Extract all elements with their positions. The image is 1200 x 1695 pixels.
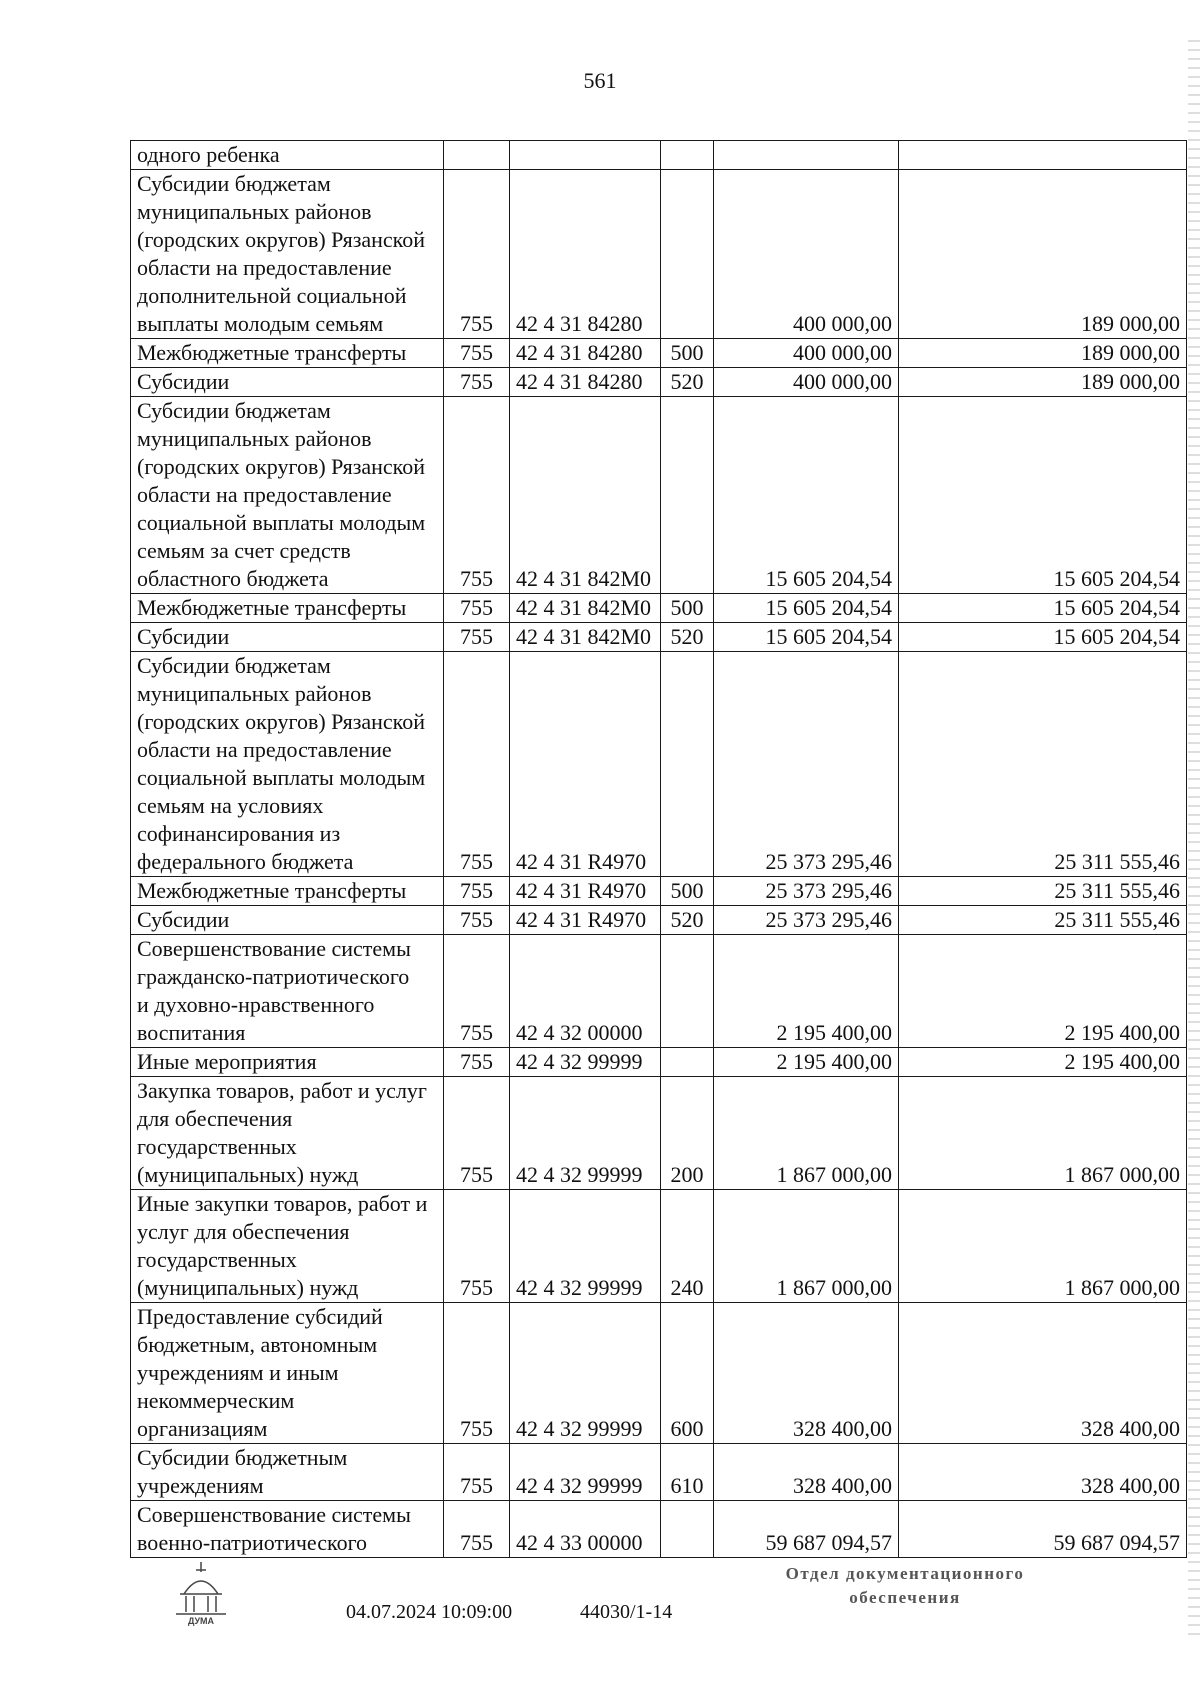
row-vr-cell: 610 bbox=[661, 1444, 714, 1501]
row-name-cell bbox=[131, 594, 444, 623]
row-ved-cell: 755 bbox=[444, 1303, 510, 1444]
row-sum-2025-cell: 15 605 204,54 bbox=[899, 397, 1187, 594]
row-ved-cell: 755 bbox=[444, 906, 510, 935]
row-ved-cell bbox=[444, 141, 510, 170]
row-name-cell bbox=[131, 623, 444, 652]
row-vr-cell: 240 bbox=[661, 1190, 714, 1303]
table-row bbox=[131, 652, 1187, 877]
row-ved-cell: 755 bbox=[444, 397, 510, 594]
row-vr-cell: 520 bbox=[661, 623, 714, 652]
row-sum-2024-cell: 400 000,00 bbox=[714, 339, 899, 368]
row-sum-2025-cell: 2 195 400,00 bbox=[899, 935, 1187, 1048]
page-number: 561 bbox=[583, 68, 617, 93]
row-sum-2025-cell bbox=[899, 141, 1187, 170]
row-csr-cell: 42 4 32 00000 bbox=[510, 935, 661, 1048]
row-name-text: Межбюджетные трансферты bbox=[137, 340, 407, 365]
stamp-line-1: Отдел документационного bbox=[785, 1564, 1025, 1583]
row-vr-cell: 500 bbox=[661, 594, 714, 623]
table-row bbox=[131, 397, 1187, 594]
row-sum-2025-cell: 25 311 555,46 bbox=[899, 877, 1187, 906]
row-ved-cell: 755 bbox=[444, 652, 510, 877]
row-csr-cell: 42 4 31 R4970 bbox=[510, 877, 661, 906]
row-sum-2024-cell: 15 605 204,54 bbox=[714, 623, 899, 652]
stamp-line-2: обеспечения bbox=[849, 1588, 961, 1607]
table-row bbox=[131, 623, 1187, 652]
row-ved-cell: 755 bbox=[444, 339, 510, 368]
row-name-cell bbox=[131, 397, 444, 594]
row-name-text: Субсидии бюджетам муниципальных районов (городских округов) Рязанской области на предоставление социальной выплаты молодым семьям за счет средств областного бюджета bbox=[137, 398, 426, 591]
row-sum-2024-cell: 25 373 295,46 bbox=[714, 906, 899, 935]
scan-margin-strip bbox=[1188, 40, 1200, 1640]
table-row bbox=[131, 935, 1187, 1048]
table-row bbox=[131, 1303, 1187, 1444]
row-name-cell bbox=[131, 1077, 444, 1190]
row-ved-cell: 755 bbox=[444, 1501, 510, 1558]
row-sum-2025-cell: 25 311 555,46 bbox=[899, 652, 1187, 877]
row-vr-cell bbox=[661, 1501, 714, 1558]
row-vr-cell bbox=[661, 652, 714, 877]
table-body bbox=[131, 141, 1187, 1558]
row-csr-cell: 42 4 31 842М0 bbox=[510, 594, 661, 623]
row-sum-2025-cell: 2 195 400,00 bbox=[899, 1048, 1187, 1077]
row-ved-cell: 755 bbox=[444, 170, 510, 339]
row-name-text: Закупка товаров, работ и услуг для обеспечения государственных (муниципальных) нужд bbox=[137, 1078, 427, 1187]
row-csr-cell: 42 4 31 84280 bbox=[510, 368, 661, 397]
row-sum-2024-cell: 1 867 000,00 bbox=[714, 1190, 899, 1303]
row-sum-2024-cell: 400 000,00 bbox=[714, 170, 899, 339]
table-row bbox=[131, 1444, 1187, 1501]
row-ved-cell: 755 bbox=[444, 877, 510, 906]
row-csr-cell: 42 4 32 99999 bbox=[510, 1077, 661, 1190]
row-ved-cell: 755 bbox=[444, 623, 510, 652]
row-sum-2025-cell: 15 605 204,54 bbox=[899, 594, 1187, 623]
row-ved-cell: 755 bbox=[444, 368, 510, 397]
row-csr-cell: 42 4 31 R4970 bbox=[510, 906, 661, 935]
row-sum-2025-cell: 59 687 094,57 bbox=[899, 1501, 1187, 1558]
row-sum-2024-cell: 15 605 204,54 bbox=[714, 594, 899, 623]
row-csr-cell: 42 4 32 99999 bbox=[510, 1444, 661, 1501]
row-name-cell bbox=[131, 906, 444, 935]
row-sum-2025-cell: 328 400,00 bbox=[899, 1444, 1187, 1501]
row-ved-cell: 755 bbox=[444, 1077, 510, 1190]
row-csr-cell: 42 4 33 00000 bbox=[510, 1501, 661, 1558]
row-vr-cell bbox=[661, 141, 714, 170]
row-vr-cell: 520 bbox=[661, 368, 714, 397]
row-csr-cell: 42 4 32 99999 bbox=[510, 1303, 661, 1444]
row-csr-cell: 42 4 32 99999 bbox=[510, 1190, 661, 1303]
row-name-text: Субсидии bbox=[137, 624, 230, 649]
row-sum-2024-cell: 1 867 000,00 bbox=[714, 1077, 899, 1190]
row-name-cell bbox=[131, 652, 444, 877]
row-ved-cell: 755 bbox=[444, 594, 510, 623]
row-name-text: Субсидии бюджетным учреждениям bbox=[137, 1445, 348, 1498]
row-csr-cell: 42 4 31 84280 bbox=[510, 339, 661, 368]
row-sum-2025-cell: 1 867 000,00 bbox=[899, 1077, 1187, 1190]
row-csr-cell: 42 4 31 842М0 bbox=[510, 623, 661, 652]
row-sum-2024-cell: 328 400,00 bbox=[714, 1444, 899, 1501]
logo-text: ДУМА bbox=[187, 1616, 215, 1626]
row-name-cell bbox=[131, 368, 444, 397]
footer-reg-number: 44030/1-14 bbox=[580, 1601, 673, 1623]
row-name-cell bbox=[131, 877, 444, 906]
row-sum-2024-cell: 400 000,00 bbox=[714, 368, 899, 397]
row-name-text: Субсидии bbox=[137, 369, 230, 394]
row-sum-2025-cell: 328 400,00 bbox=[899, 1303, 1187, 1444]
table-row bbox=[131, 1048, 1187, 1077]
row-name-cell bbox=[131, 1048, 444, 1077]
footer-date: 04.07.2024 10:09:00 bbox=[346, 1601, 513, 1623]
row-name-cell bbox=[131, 935, 444, 1048]
table-row bbox=[131, 339, 1187, 368]
table-row bbox=[131, 141, 1187, 170]
row-sum-2024-cell: 25 373 295,46 bbox=[714, 877, 899, 906]
row-sum-2024-cell: 328 400,00 bbox=[714, 1303, 899, 1444]
table-row bbox=[131, 170, 1187, 339]
row-name-text: Предоставление субсидий бюджетным, автономным учреждениям и иным некоммерческим организациям bbox=[137, 1304, 383, 1441]
row-sum-2025-cell: 1 867 000,00 bbox=[899, 1190, 1187, 1303]
row-vr-cell bbox=[661, 1048, 714, 1077]
table-row bbox=[131, 594, 1187, 623]
duma-logo bbox=[172, 1560, 230, 1626]
row-sum-2024-cell: 2 195 400,00 bbox=[714, 1048, 899, 1077]
row-sum-2025-cell: 189 000,00 bbox=[899, 339, 1187, 368]
table-row bbox=[131, 1077, 1187, 1190]
table-row bbox=[131, 1190, 1187, 1303]
row-csr-cell: 42 4 31 842М0 bbox=[510, 397, 661, 594]
budget-table bbox=[130, 140, 1187, 1558]
row-ved-cell: 755 bbox=[444, 935, 510, 1048]
row-csr-cell: 42 4 31 R4970 bbox=[510, 652, 661, 877]
row-csr-cell: 42 4 31 84280 bbox=[510, 170, 661, 339]
row-vr-cell bbox=[661, 170, 714, 339]
row-vr-cell: 600 bbox=[661, 1303, 714, 1444]
row-name-cell bbox=[131, 339, 444, 368]
row-ved-cell: 755 bbox=[444, 1444, 510, 1501]
row-name-text: Совершенствование системы гражданско-патриотического и духовно-нравственного воспитания bbox=[137, 936, 411, 1045]
row-vr-cell: 200 bbox=[661, 1077, 714, 1190]
table-row bbox=[131, 368, 1187, 397]
row-sum-2024-cell: 2 195 400,00 bbox=[714, 935, 899, 1048]
row-sum-2024-cell: 59 687 094,57 bbox=[714, 1501, 899, 1558]
row-name-cell bbox=[131, 141, 444, 170]
row-ved-cell: 755 bbox=[444, 1190, 510, 1303]
row-sum-2024-cell: 15 605 204,54 bbox=[714, 397, 899, 594]
row-vr-cell: 500 bbox=[661, 339, 714, 368]
row-vr-cell bbox=[661, 397, 714, 594]
row-sum-2025-cell: 25 311 555,46 bbox=[899, 906, 1187, 935]
row-name-text: Субсидии бюджетам муниципальных районов (городских округов) Рязанской области на предоставление дополнительной социальной выплаты молодым семьям bbox=[137, 171, 426, 336]
row-name-cell bbox=[131, 1303, 444, 1444]
row-name-cell bbox=[131, 1190, 444, 1303]
row-ved-cell: 755 bbox=[444, 1048, 510, 1077]
row-name-text: Межбюджетные трансферты bbox=[137, 595, 407, 620]
row-sum-2025-cell: 189 000,00 bbox=[899, 368, 1187, 397]
table-row bbox=[131, 1501, 1187, 1558]
row-name-cell bbox=[131, 1501, 444, 1558]
row-name-cell bbox=[131, 1444, 444, 1501]
row-name-text: Межбюджетные трансферты bbox=[137, 878, 407, 903]
row-sum-2024-cell bbox=[714, 141, 899, 170]
row-name-text: Иные закупки товаров, работ и услуг для обеспечения государственных (муниципальных) нужд bbox=[137, 1191, 428, 1300]
row-sum-2025-cell: 189 000,00 bbox=[899, 170, 1187, 339]
department-stamp bbox=[740, 1562, 1070, 1610]
row-name-text: Субсидии bbox=[137, 907, 230, 932]
row-name-cell bbox=[131, 170, 444, 339]
row-vr-cell: 520 bbox=[661, 906, 714, 935]
row-sum-2025-cell: 15 605 204,54 bbox=[899, 623, 1187, 652]
row-sum-2024-cell: 25 373 295,46 bbox=[714, 652, 899, 877]
table-row bbox=[131, 906, 1187, 935]
row-csr-cell bbox=[510, 141, 661, 170]
row-name-text: Совершенствование системы военно-патриотического bbox=[137, 1502, 411, 1555]
row-name-text: Субсидии бюджетам муниципальных районов (городских округов) Рязанской области на предоставление социальной выплаты молодым семьям на условиях софинансирования из федерального бюджета bbox=[137, 653, 426, 874]
row-name-text: Иные мероприятия bbox=[137, 1049, 317, 1074]
row-vr-cell: 500 bbox=[661, 877, 714, 906]
row-name-text: одного ребенка bbox=[137, 142, 280, 167]
row-vr-cell bbox=[661, 935, 714, 1048]
row-csr-cell: 42 4 32 99999 bbox=[510, 1048, 661, 1077]
table-row bbox=[131, 877, 1187, 906]
